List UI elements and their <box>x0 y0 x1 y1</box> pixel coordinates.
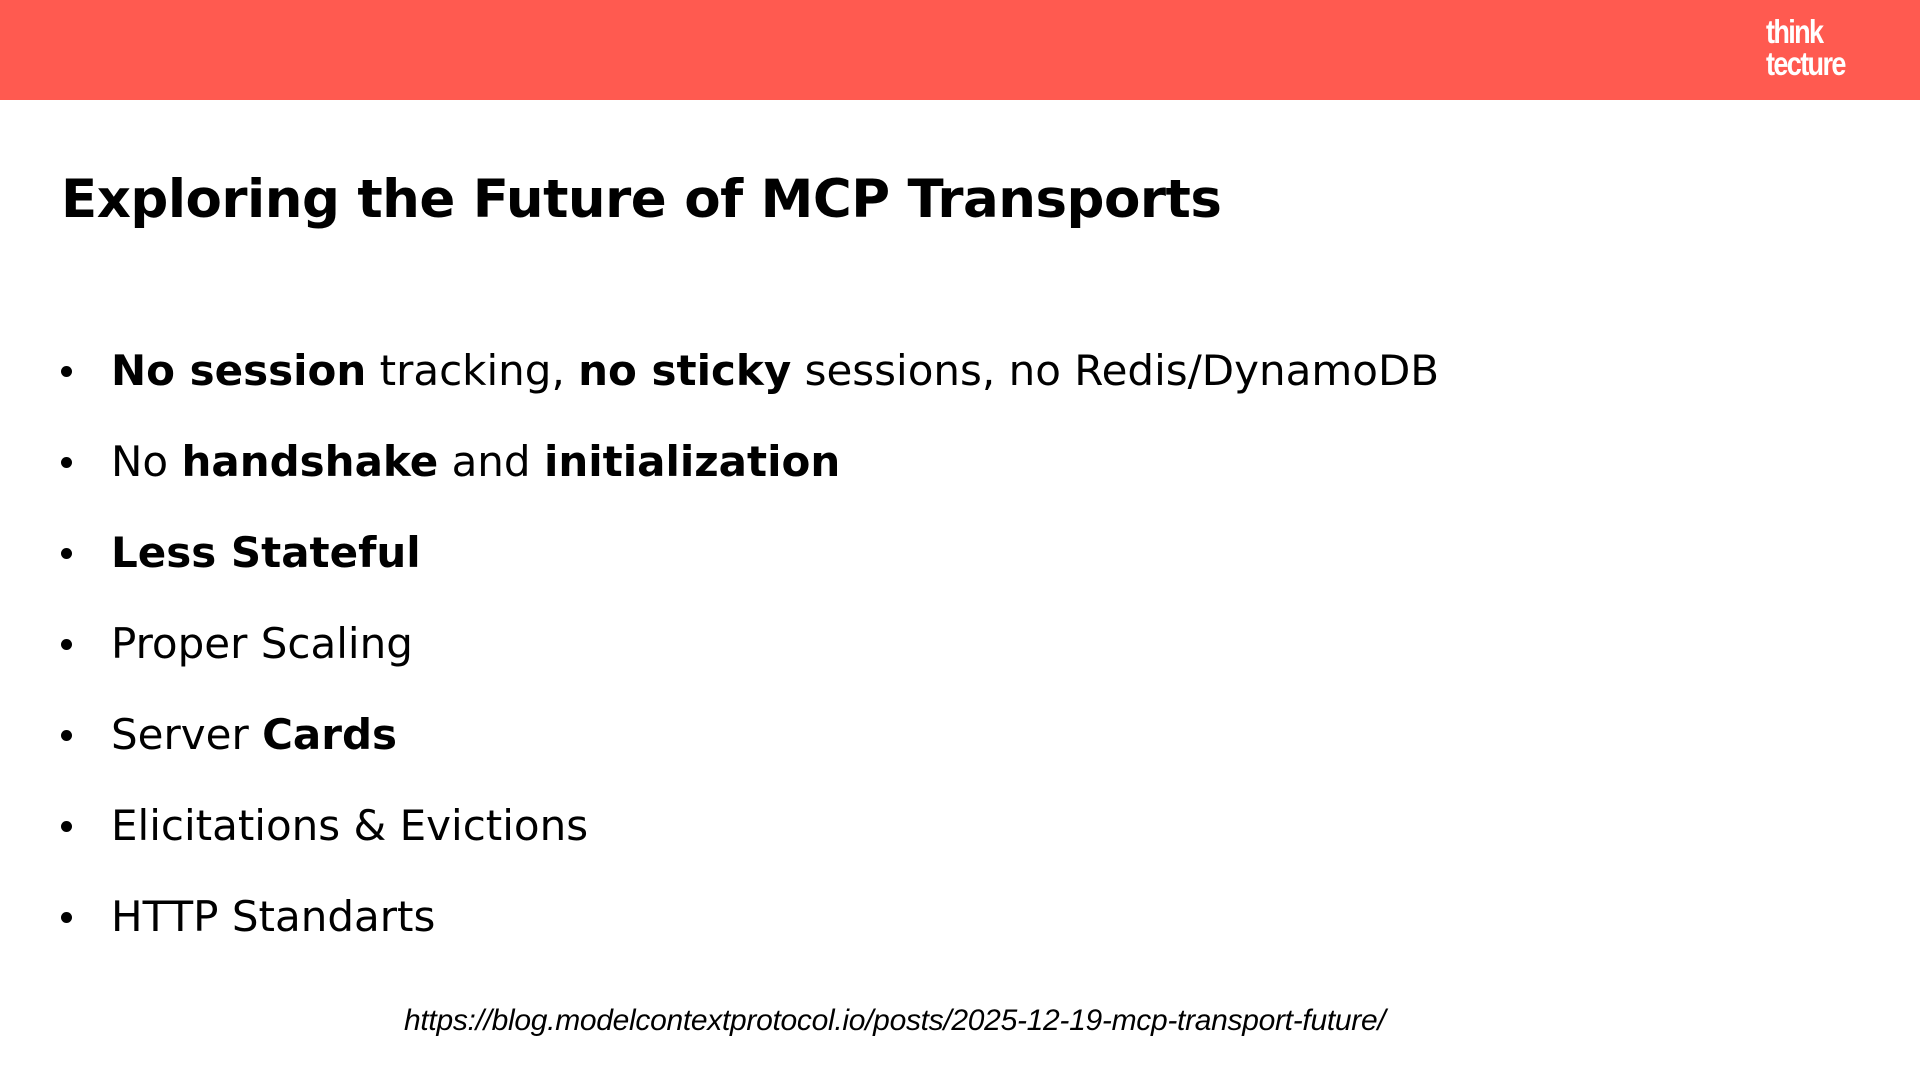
bullet-dot-icon <box>61 639 72 650</box>
bullet-text-bold: No session <box>111 346 367 395</box>
bullet-text <box>111 517 421 589</box>
bullet-text <box>111 699 397 771</box>
bullet-text-bold: Less Stateful <box>111 528 421 577</box>
bullet-text <box>111 790 588 862</box>
bullet-text <box>111 426 840 498</box>
thinktecture-logo[interactable] <box>1765 13 1845 82</box>
bullet-dot-icon <box>61 548 72 559</box>
bullet-dot-icon <box>61 366 72 377</box>
bullet-text-regular: Proper Scaling <box>111 619 413 668</box>
logo-line-tecture: tecture <box>1765 45 1845 82</box>
bullet-dot-icon <box>61 912 72 923</box>
bullet-dot-icon <box>61 457 72 468</box>
bullet-text-bold: initialization <box>543 437 841 486</box>
source-link[interactable]: https://blog.modelcontextprotocol.io/posts/2025-12-19-mcp-transport-future/ <box>404 1004 1386 1037</box>
bullet-text-regular: HTTP Standarts <box>111 892 436 941</box>
bullet-text-regular: tracking, <box>366 346 579 395</box>
bullet-dot-icon <box>61 730 72 741</box>
bullet-text-regular: Elicitations & Evictions <box>111 801 589 850</box>
bullet-text-bold: Cards <box>262 710 398 759</box>
slide-title: Exploring the Future of MCP Transports <box>61 169 1222 230</box>
bullet-text <box>111 335 1439 407</box>
bullet-text-bold: handshake <box>181 437 439 486</box>
bullet-text-regular: No <box>111 437 182 486</box>
bullet-text-regular: sessions, no Redis/DynamoDB <box>791 346 1440 395</box>
bullet-text-bold: no sticky <box>578 346 792 395</box>
bullet-text-regular: and <box>438 437 544 486</box>
bullet-text-regular: Server <box>111 710 263 759</box>
bullet-text <box>111 881 435 953</box>
header-bar <box>0 0 1920 100</box>
bullet-text <box>111 608 413 680</box>
logo-line-think: think <box>1765 13 1823 50</box>
bullet-dot-icon <box>61 821 72 832</box>
